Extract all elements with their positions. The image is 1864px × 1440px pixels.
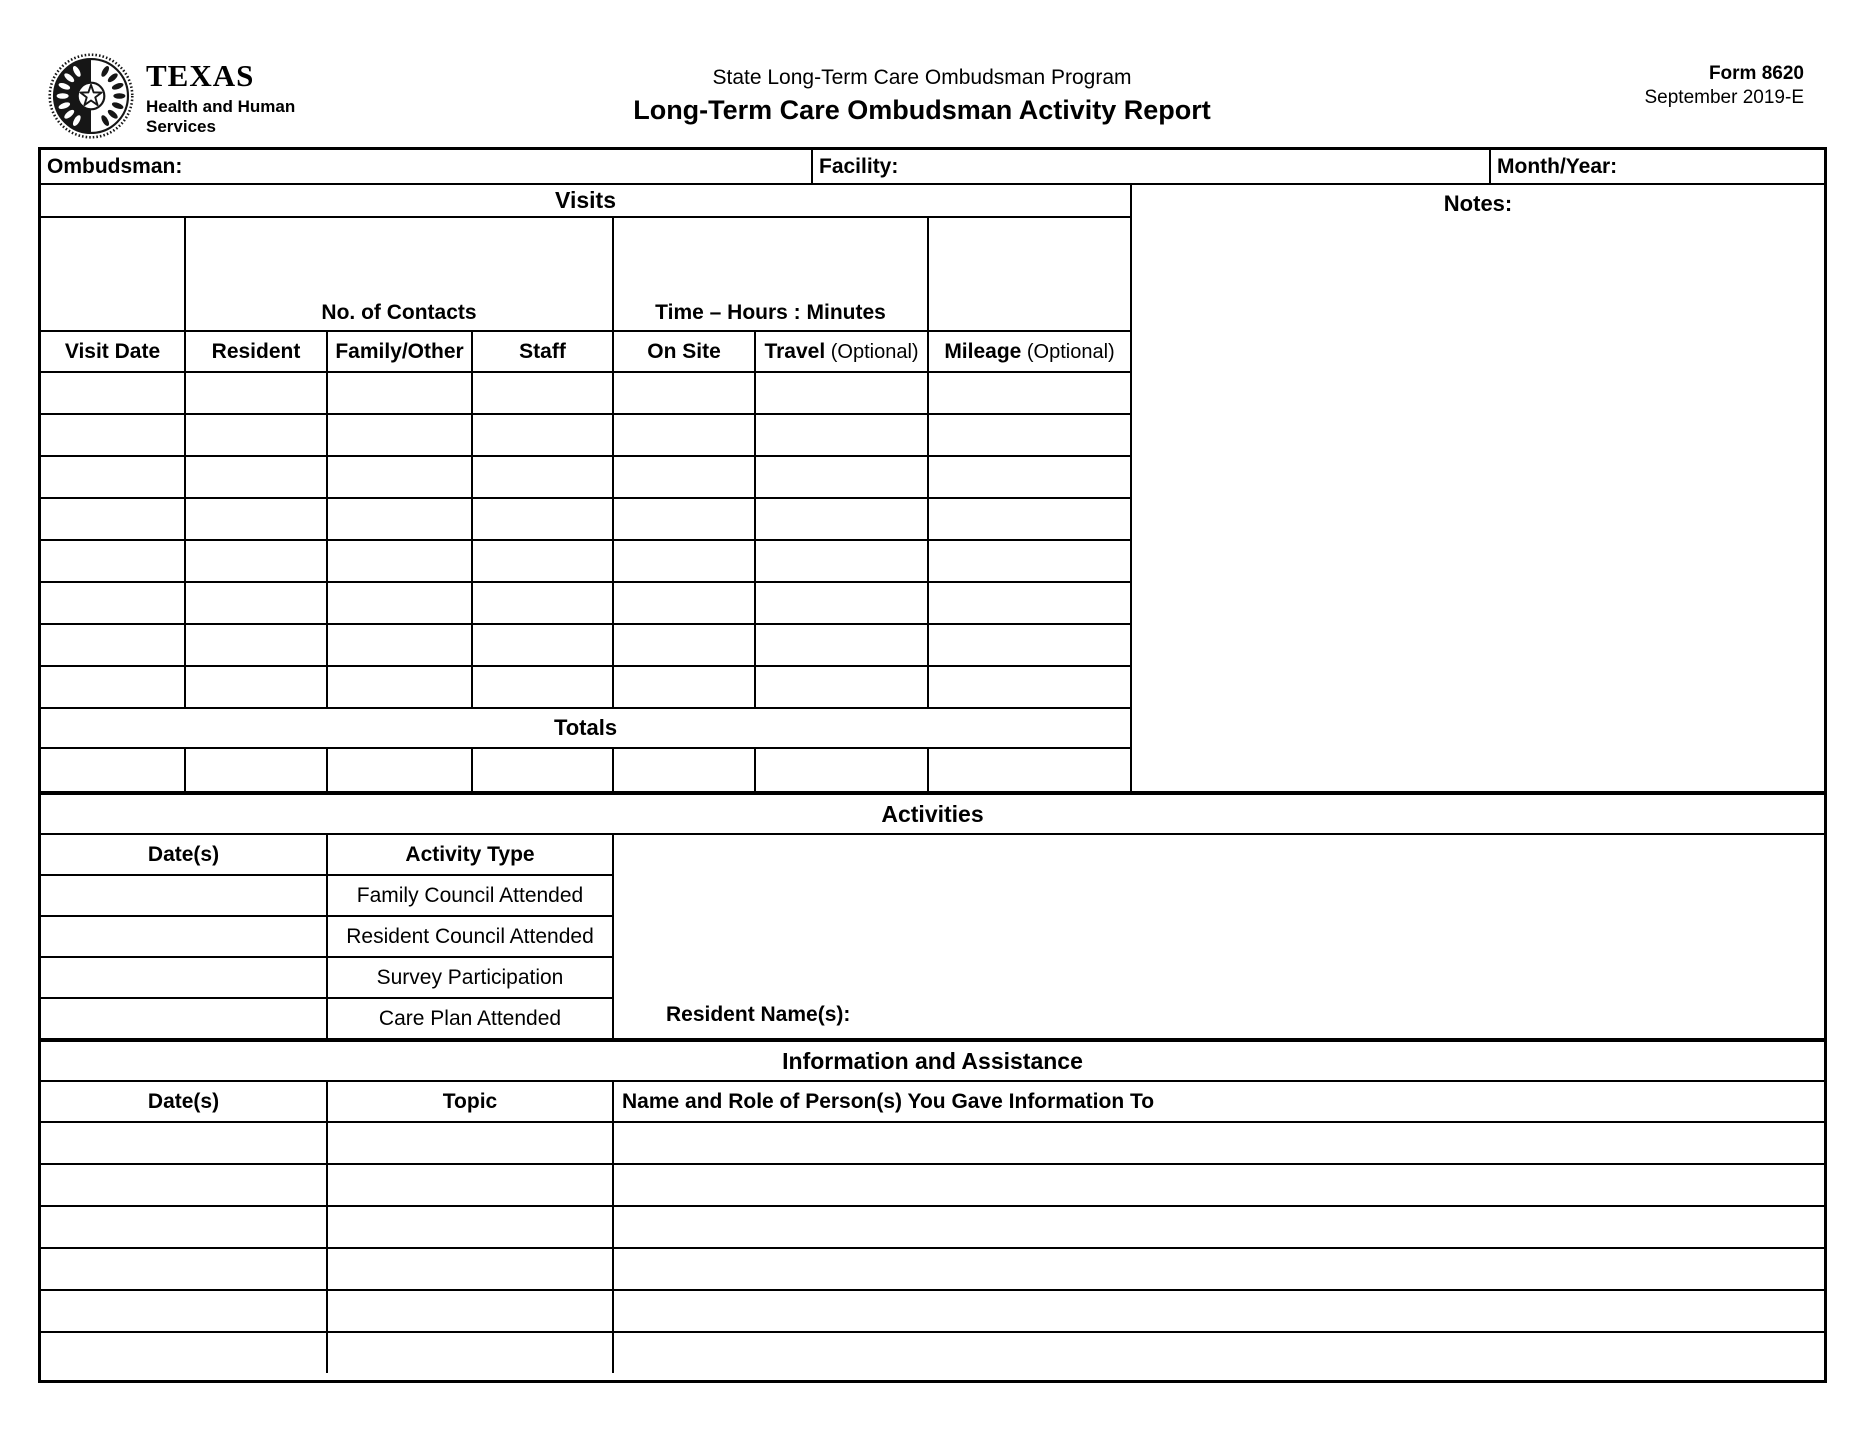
totals-values-row-cell[interactable] [41,748,185,791]
logo-sub-line2: Services [146,116,216,136]
ia-entry-row-cell[interactable] [327,1164,613,1206]
visit-entry-row-cell[interactable] [472,582,613,624]
visit-entry-row [41,498,1131,540]
visit-entry-row-cell[interactable] [472,414,613,456]
visit-entry-row-cell[interactable] [613,666,755,708]
col-visit-date: Visit Date [41,331,185,372]
ia-entry-row-cell[interactable] [613,1290,1824,1332]
ia-topic-header: Topic [327,1081,613,1122]
activity-report-form [38,147,1827,1383]
logo-texas-text: TEXAS [146,58,255,93]
activity-type-care-plan: Care Plan Attended [327,998,613,1038]
ia-entry-row-cell[interactable] [41,1122,327,1164]
visit-entry-row [41,666,1131,708]
ia-section-title: Information and Assistance [41,1040,1824,1081]
form-number: Form 8620 [1708,63,1804,84]
ia-entry-row [41,1332,1824,1373]
ia-entry-row-cell[interactable] [327,1122,613,1164]
visit-entry-row-cell[interactable] [41,498,185,540]
visit-entry-row-cell[interactable] [41,540,185,582]
activity-type-family-council: Family Council Attended [327,875,613,916]
info-row-table [41,150,1824,185]
visit-entry-row-cell[interactable] [472,456,613,498]
visit-entry-row-cell[interactable] [755,414,928,456]
visits-section-header [41,185,1131,217]
ia-entry-row-cell[interactable] [327,1332,613,1373]
ia-entry-row-cell[interactable] [41,1164,327,1206]
visit-entry-row-cell[interactable] [613,456,755,498]
visit-entry-row-cell[interactable] [472,498,613,540]
ia-section-header [41,1040,1824,1081]
ia-rows [41,1122,1824,1373]
totals-values [41,748,1131,791]
visit-entry-row-cell[interactable] [41,372,185,414]
visit-entry-row-cell[interactable] [185,414,327,456]
visit-entry-row-cell[interactable] [185,582,327,624]
activity-date-field[interactable] [41,916,327,957]
ia-entry-row [41,1248,1824,1290]
ia-entry-row-cell[interactable] [613,1164,1824,1206]
page-title: Long-Term Care Ombudsman Activity Report [633,95,1211,125]
form-revision: September 2019-E [1644,86,1804,108]
visit-entry-row-cell[interactable] [928,372,1131,414]
texas-hhs-seal-icon [48,52,134,140]
ia-dates-header: Date(s) [41,1081,327,1122]
visit-entry-row [41,456,1131,498]
visit-entry-row [41,582,1131,624]
col-family-other: Family/Other [327,331,472,372]
visit-entry-row-cell[interactable] [928,540,1131,582]
ia-entry-row-cell[interactable] [41,1332,327,1373]
visit-entry-row-cell[interactable] [185,624,327,666]
visit-entry-row-cell[interactable] [755,540,928,582]
logo-sub-line1: Health and Human [146,97,296,116]
ia-entry-row [41,1122,1824,1164]
month-year-label: Month/Year: [1497,154,1618,178]
ia-entry-row-cell[interactable] [613,1248,1824,1290]
totals-values-row-cell[interactable] [327,748,472,791]
visit-entry-row-cell[interactable] [928,624,1131,666]
ia-entry-row-cell[interactable] [613,1122,1824,1164]
visit-entry-row-cell[interactable] [41,582,185,624]
ia-entry-row [41,1206,1824,1248]
visit-entry-row-cell[interactable] [613,414,755,456]
ia-name-role-header: Name and Role of Person(s) You Gave Information To [613,1081,1824,1122]
ia-entry-row-cell[interactable] [613,1206,1824,1248]
info-row [41,150,1824,184]
visit-entry-row-cell[interactable] [327,498,472,540]
totals-values-row-cell[interactable] [613,748,755,791]
totals-label: Totals [41,708,1131,748]
notes-area[interactable] [1132,185,1824,791]
visit-entry-row-cell[interactable] [185,456,327,498]
visit-entry-row-cell[interactable] [327,372,472,414]
facility-label: Facility: [819,154,899,178]
visit-entry-row-cell[interactable] [928,498,1131,540]
visit-entry-row-cell[interactable] [327,624,472,666]
ia-entry-row-cell[interactable] [327,1206,613,1248]
visit-entry-row-cell[interactable] [928,582,1131,624]
ia-column-header-row [41,1081,1824,1122]
visit-entry-row-cell[interactable] [185,666,327,708]
visit-entry-row-cell[interactable] [613,498,755,540]
visit-entry-row [41,372,1131,414]
totals-values-row-cell[interactable] [928,748,1131,791]
visit-entry-row-cell[interactable] [613,372,755,414]
visit-entry-row-cell[interactable] [472,624,613,666]
visit-entry-row [41,414,1131,456]
visit-entry-row-cell[interactable] [185,540,327,582]
visit-entry-row-cell[interactable] [327,456,472,498]
visit-entry-row-cell[interactable] [755,498,928,540]
notes-label: Notes: [1443,191,1513,216]
ombudsman-field[interactable] [41,150,812,184]
facility-field[interactable] [812,150,1490,184]
activity-date-field[interactable] [41,875,327,916]
activity-date-field[interactable] [41,998,327,1038]
col-mileage: Mileage (Optional) [928,331,1131,372]
visit-entry-row-cell[interactable] [472,540,613,582]
program-name: State Long-Term Care Ombudsman Program [712,66,1132,89]
activities-table [41,791,1824,1038]
activity-type-survey: Survey Participation [327,957,613,998]
visit-entry-row-cell[interactable] [755,624,928,666]
col-travel: Travel (Optional) [755,331,928,372]
totals-values-row-cell[interactable] [755,748,928,791]
visit-entry-row-cell[interactable] [755,456,928,498]
visits-column-header-row [41,331,1131,372]
resident-names-label: Resident Name(s): [666,1003,851,1026]
totals-header-row [41,708,1131,748]
visit-entry-row-cell[interactable] [327,666,472,708]
totals-values-row-cell[interactable] [185,748,327,791]
visits-rows [41,372,1131,708]
visit-entry-row-cell[interactable] [755,666,928,708]
visit-entry-row-cell[interactable] [41,666,185,708]
ia-entry-row-cell[interactable] [327,1248,613,1290]
visit-entry-row-cell[interactable] [472,666,613,708]
ombudsman-label: Ombudsman: [47,154,183,178]
visit-entry-row-cell[interactable] [41,624,185,666]
ia-entry-row-cell[interactable] [327,1290,613,1332]
visit-entry-row-cell[interactable] [185,498,327,540]
visit-entry-row [41,540,1131,582]
information-assistance-table [41,1038,1824,1373]
activity-date-field[interactable] [41,957,327,998]
visit-entry-row-cell[interactable] [327,540,472,582]
ia-entry-row [41,1290,1824,1332]
visit-entry-row-cell[interactable] [755,372,928,414]
visit-entry-row-cell[interactable] [327,414,472,456]
totals-values-row-cell[interactable] [472,748,613,791]
visit-entry-row [41,624,1131,666]
ia-entry-row [41,1164,1824,1206]
visit-entry-row-cell[interactable] [185,372,327,414]
activities-section-header [41,793,1824,834]
activities-section-title: Activities [41,793,1824,834]
col-resident: Resident [185,331,327,372]
activity-type-resident-council: Resident Council Attended [327,916,613,957]
visit-entry-row-cell[interactable] [41,414,185,456]
visits-table [41,185,1132,791]
visits-section-title: Visits [41,185,1131,217]
activities-dates-header: Date(s) [41,834,327,875]
activities-type-header: Activity Type [327,834,613,875]
visits-group-spacer-left [41,217,185,331]
visit-entry-row-cell[interactable] [613,540,755,582]
visit-entry-row-cell[interactable] [928,666,1131,708]
visit-entry-row-cell[interactable] [327,582,472,624]
visit-entry-row-cell[interactable] [755,582,928,624]
ia-entry-row-cell[interactable] [41,1290,327,1332]
visit-entry-row-cell[interactable] [928,456,1131,498]
resident-names-field[interactable] [613,834,1824,1038]
visits-group-spacer-right [928,217,1131,331]
ia-entry-row-cell[interactable] [41,1248,327,1290]
visit-entry-row-cell[interactable] [472,372,613,414]
visit-entry-row-cell[interactable] [613,624,755,666]
totals-values-row [41,748,1131,791]
col-staff: Staff [472,331,613,372]
visits-group-header-row [41,217,1131,331]
visit-entry-row-cell[interactable] [613,582,755,624]
time-hours-minutes-header: Time – Hours : Minutes [613,217,928,331]
ia-entry-row-cell[interactable] [41,1206,327,1248]
ia-entry-row-cell[interactable] [613,1332,1824,1373]
activities-column-header-row [41,834,1824,875]
visit-entry-row-cell[interactable] [41,456,185,498]
no-of-contacts-header: No. of Contacts [185,217,613,331]
month-year-field[interactable] [1490,150,1824,184]
visit-entry-row-cell[interactable] [928,414,1131,456]
col-on-site: On Site [613,331,755,372]
